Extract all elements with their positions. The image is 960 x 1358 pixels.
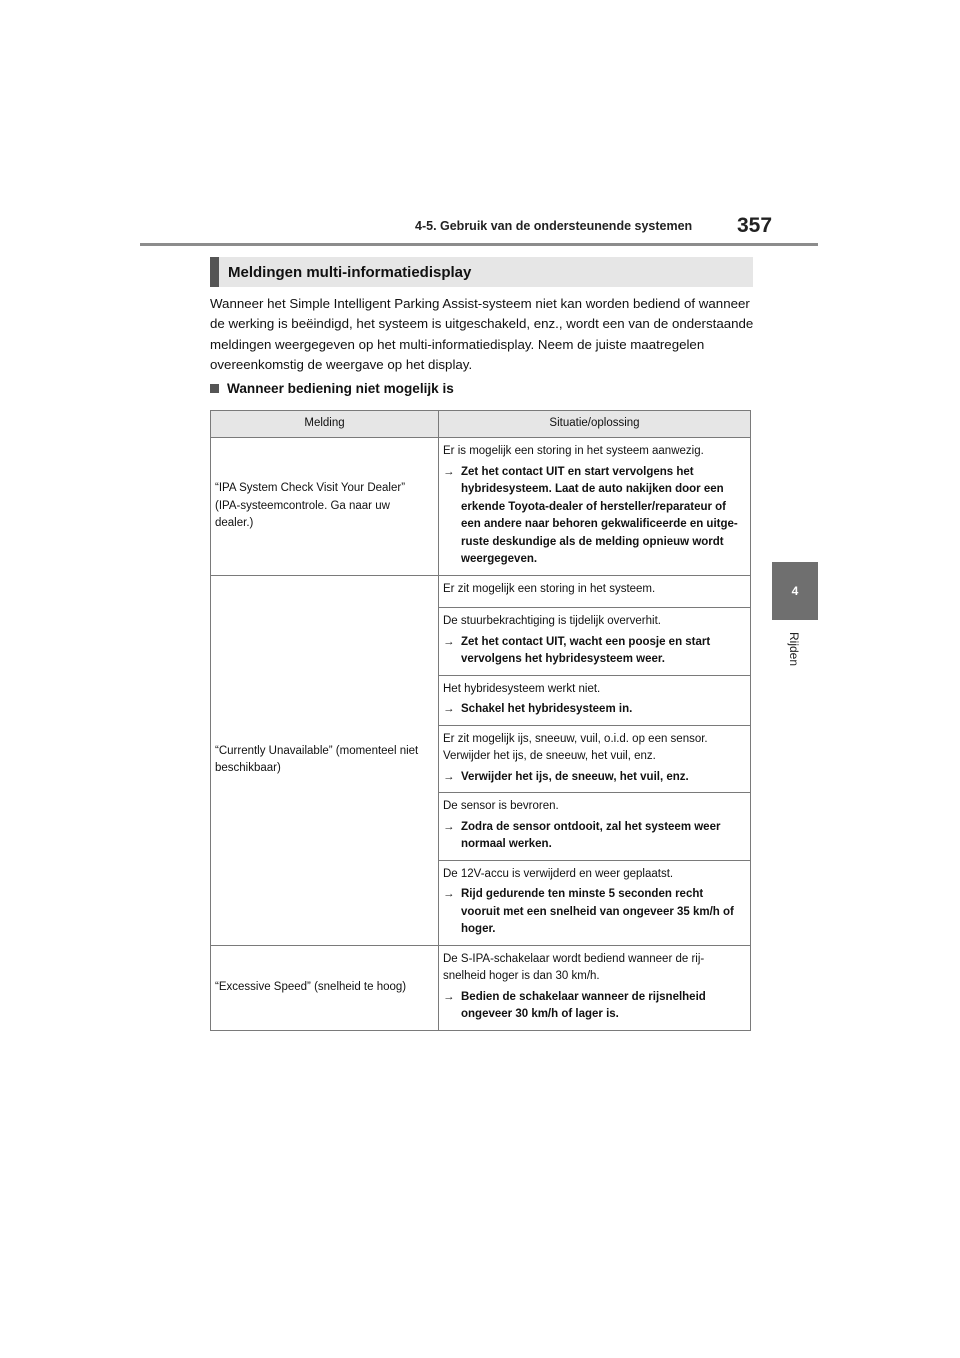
situation-cell	[439, 438, 751, 576]
situation-cell	[439, 608, 751, 676]
header-section-title: 4-5. Gebruik van de ondersteunende systemen	[415, 219, 693, 233]
column-header-melding: Melding	[211, 411, 439, 438]
situation-text: Het hybridesysteem werkt niet.	[443, 682, 601, 695]
messages-table	[210, 410, 751, 1031]
action-item	[443, 464, 745, 569]
subheading-text: Wanneer bediening niet mogelijk is	[227, 381, 454, 396]
chapter-tab	[772, 562, 818, 620]
arrow-right-icon: →	[443, 465, 455, 478]
square-bullet-icon	[210, 384, 219, 393]
situation-text: Er is mogelijk een storing in het systeem aanwezig.	[443, 445, 704, 457]
situation-text: Er zit mogelijk ijs, sneeuw, vuil, o.i.d. op een sensor. Verwijder het ijs, de sneeuw, het vuil, enz.	[443, 732, 708, 762]
message-cell: “IPA System Check Visit Your Dealer” (IPA-systeemcontrole. Ga naar uw dealer.)	[211, 438, 439, 576]
column-header-situatie: Situatie/oplossing	[439, 411, 751, 438]
action-text: Zet het contact UIT, wacht een poosje en start vervolgens het hybridesysteem weer.	[461, 635, 711, 665]
action-item	[443, 886, 745, 939]
chapter-number: 4	[791, 584, 799, 598]
situation-text: De sensor is bevroren.	[443, 800, 559, 812]
chapter-label: Rijden	[787, 632, 801, 667]
action-text: Bedien de schakelaar wanneer de rijsnelheid ongeveer 30 km/h of lager is.	[461, 990, 706, 1020]
situation-text: De S-IPA-schakelaar wordt bediend wanneer de rij-snelheid hoger is dan 30 km/h.	[443, 952, 705, 982]
situation-text: De stuurbekrachtiging is tijdelijk oververhit.	[443, 615, 661, 627]
situation-text: De 12V-accu is verwijderd en weer geplaatst.	[443, 867, 674, 880]
table-header-row	[211, 411, 751, 438]
table-row	[211, 575, 751, 608]
situation-cell	[439, 793, 751, 861]
message-cell: “Excessive Speed” (snelheid te hoog)	[211, 945, 439, 1030]
action-item	[443, 701, 745, 719]
action-text: Schakel het hybridesysteem in.	[461, 703, 633, 715]
arrow-right-icon: →	[443, 820, 455, 833]
action-item	[443, 819, 745, 854]
action-item	[443, 769, 745, 787]
subheading	[210, 381, 454, 396]
section-title: Meldingen multi-informatiedisplay	[210, 257, 753, 287]
arrow-right-icon: →	[443, 990, 455, 1003]
arrow-right-icon: →	[443, 770, 455, 783]
message-cell: “Currently Unavailable” (momenteel niet beschikbaar)	[211, 575, 439, 945]
table-row	[211, 945, 751, 1030]
page-number: 357	[737, 214, 773, 237]
action-text: Zodra de sensor ontdooit, zal het systeem weer normaal werken.	[461, 820, 721, 850]
arrow-right-icon: →	[443, 703, 455, 715]
arrow-right-icon: →	[443, 635, 455, 648]
action-item	[443, 634, 745, 669]
arrow-right-icon: →	[443, 888, 455, 900]
intro-paragraph: Wanneer het Simple Intelligent Parking Assist-systeem niet kan worden bediend of wanneer de werking is beëindigd, het systeem is uitgeschakeld, enz., wordt een van de onderstaande meldingen weergegeven op het multi-informatiedisplay. Neem de juiste maatregelen overeenkomstig de weergave op het display.	[210, 296, 754, 373]
action-item	[443, 989, 745, 1024]
situation-cell	[439, 725, 751, 793]
action-text: Zet het contact UIT en start vervolgens het hybridesysteem. Laat de auto nakijken door een erkende Toyota-dealer of hersteller/reparateur of een andere naar behoren gekwalificeerde en uitge-ruste deskundige als de melding opnieuw wordt weergegeven.	[461, 465, 738, 565]
situation-cell	[439, 575, 751, 608]
table-row	[211, 438, 751, 576]
header-rule	[140, 243, 818, 246]
action-text: Verwijder het ijs, de sneeuw, het vuil, enz.	[461, 770, 689, 783]
situation-cell	[439, 945, 751, 1030]
action-text: Rijd gedurende ten minste 5 seconden recht vooruit met een snelheid van ongeveer 35 km/h of hoger.	[461, 888, 734, 935]
situation-text: Er zit mogelijk een storing in het systeem.	[443, 582, 656, 595]
situation-cell	[439, 860, 751, 945]
situation-cell	[439, 675, 751, 725]
